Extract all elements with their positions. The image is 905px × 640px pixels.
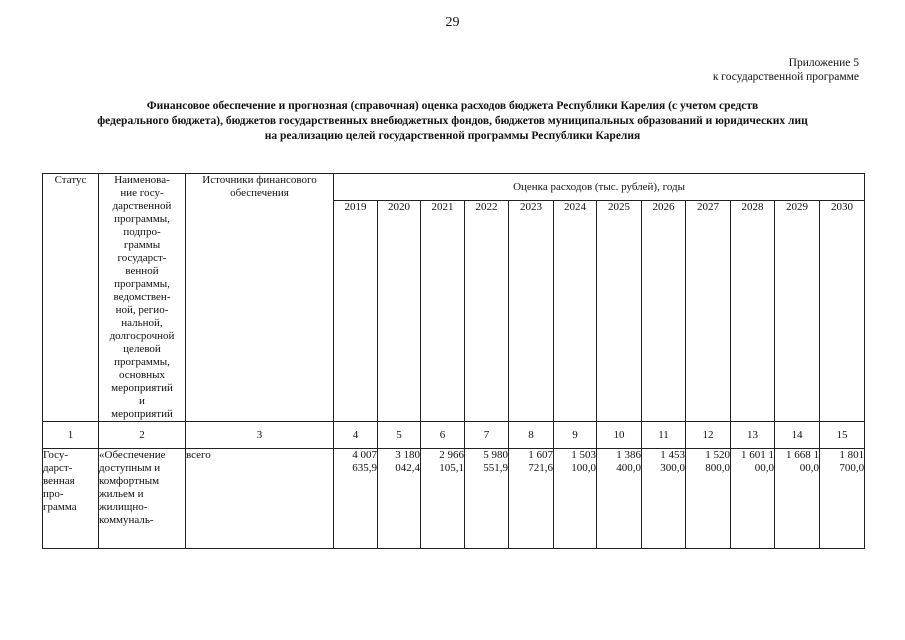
column-number: 4	[334, 422, 378, 449]
row-value: 1 801 700,0	[820, 449, 865, 549]
row-value: 1 520 800,0	[686, 449, 731, 549]
table-row	[43, 449, 865, 549]
row-value: 4 007 635,9	[334, 449, 378, 549]
title-line-2: федерального бюджета), бюджетов государственных внебюджетных фондов, бюджетов муниципальных образований и юридических лиц	[97, 115, 808, 127]
column-number: 13	[731, 422, 775, 449]
row-status: Госу- дарст- венная про- грамма	[43, 449, 99, 549]
row-value: 1 607 721,6	[509, 449, 554, 549]
row-value: 1 386 400,0	[597, 449, 642, 549]
header-funding-source: Источники финансового обеспечения	[186, 174, 334, 422]
header-year: 2023	[509, 201, 554, 422]
header-year: 2020	[378, 201, 421, 422]
column-number: 7	[465, 422, 509, 449]
header-year: 2030	[820, 201, 865, 422]
column-number: 2	[99, 422, 186, 449]
column-number-row	[43, 422, 865, 449]
column-number: 9	[554, 422, 597, 449]
header-year: 2024	[554, 201, 597, 422]
header-year: 2025	[597, 201, 642, 422]
header-expense-estimate: Оценка расходов (тыс. рублей), годы	[334, 174, 865, 201]
column-number: 3	[186, 422, 334, 449]
header-year: 2026	[642, 201, 686, 422]
row-value: 1 453 300,0	[642, 449, 686, 549]
header-year: 2022	[465, 201, 509, 422]
header-year: 2028	[731, 201, 775, 422]
appendix-note	[713, 56, 859, 84]
header-year: 2029	[775, 201, 820, 422]
page-number: 29	[445, 15, 460, 30]
row-value: 5 980 551,9	[465, 449, 509, 549]
header-year: 2021	[421, 201, 465, 422]
row-value: 1 668 1 00,0	[775, 449, 820, 549]
budget-table	[42, 173, 865, 549]
row-value: 3 180 042,4	[378, 449, 421, 549]
column-number: 5	[378, 422, 421, 449]
column-number: 6	[421, 422, 465, 449]
row-program-name: «Обеспечение доступным и комфортным жильем и жилищно- коммуналь-	[99, 449, 186, 549]
column-number: 10	[597, 422, 642, 449]
row-value: 2 966 105,1	[421, 449, 465, 549]
document-title	[40, 99, 865, 144]
column-number: 12	[686, 422, 731, 449]
row-value: 1 503 100,0	[554, 449, 597, 549]
column-number: 15	[820, 422, 865, 449]
column-number: 1	[43, 422, 99, 449]
title-line-1: Финансовое обеспечение и прогнозная (справочная) оценка расходов бюджета Республики Карелия (с учетом средств	[146, 100, 759, 112]
column-number: 8	[509, 422, 554, 449]
appendix-line-1: Приложение 5	[788, 57, 859, 69]
column-number: 14	[775, 422, 820, 449]
row-value: 1 601 1 00,0	[731, 449, 775, 549]
header-year: 2027	[686, 201, 731, 422]
title-line-3: на реализацию целей государственной программы Республики Карелия	[264, 130, 641, 142]
row-funding-source: всего	[186, 449, 334, 549]
header-status: Статус	[43, 174, 99, 422]
appendix-line-2: к государственной программе	[712, 71, 859, 83]
header-program-name: Наименова- ние госу- дарственной программы, подпро- граммы государст- венной программы, ведомствен- ной, регио- нальной, долгосрочной целевой программы, основных мероприятий и мероприятий	[99, 174, 186, 422]
header-row	[43, 174, 865, 201]
column-number: 11	[642, 422, 686, 449]
header-year: 2019	[334, 201, 378, 422]
